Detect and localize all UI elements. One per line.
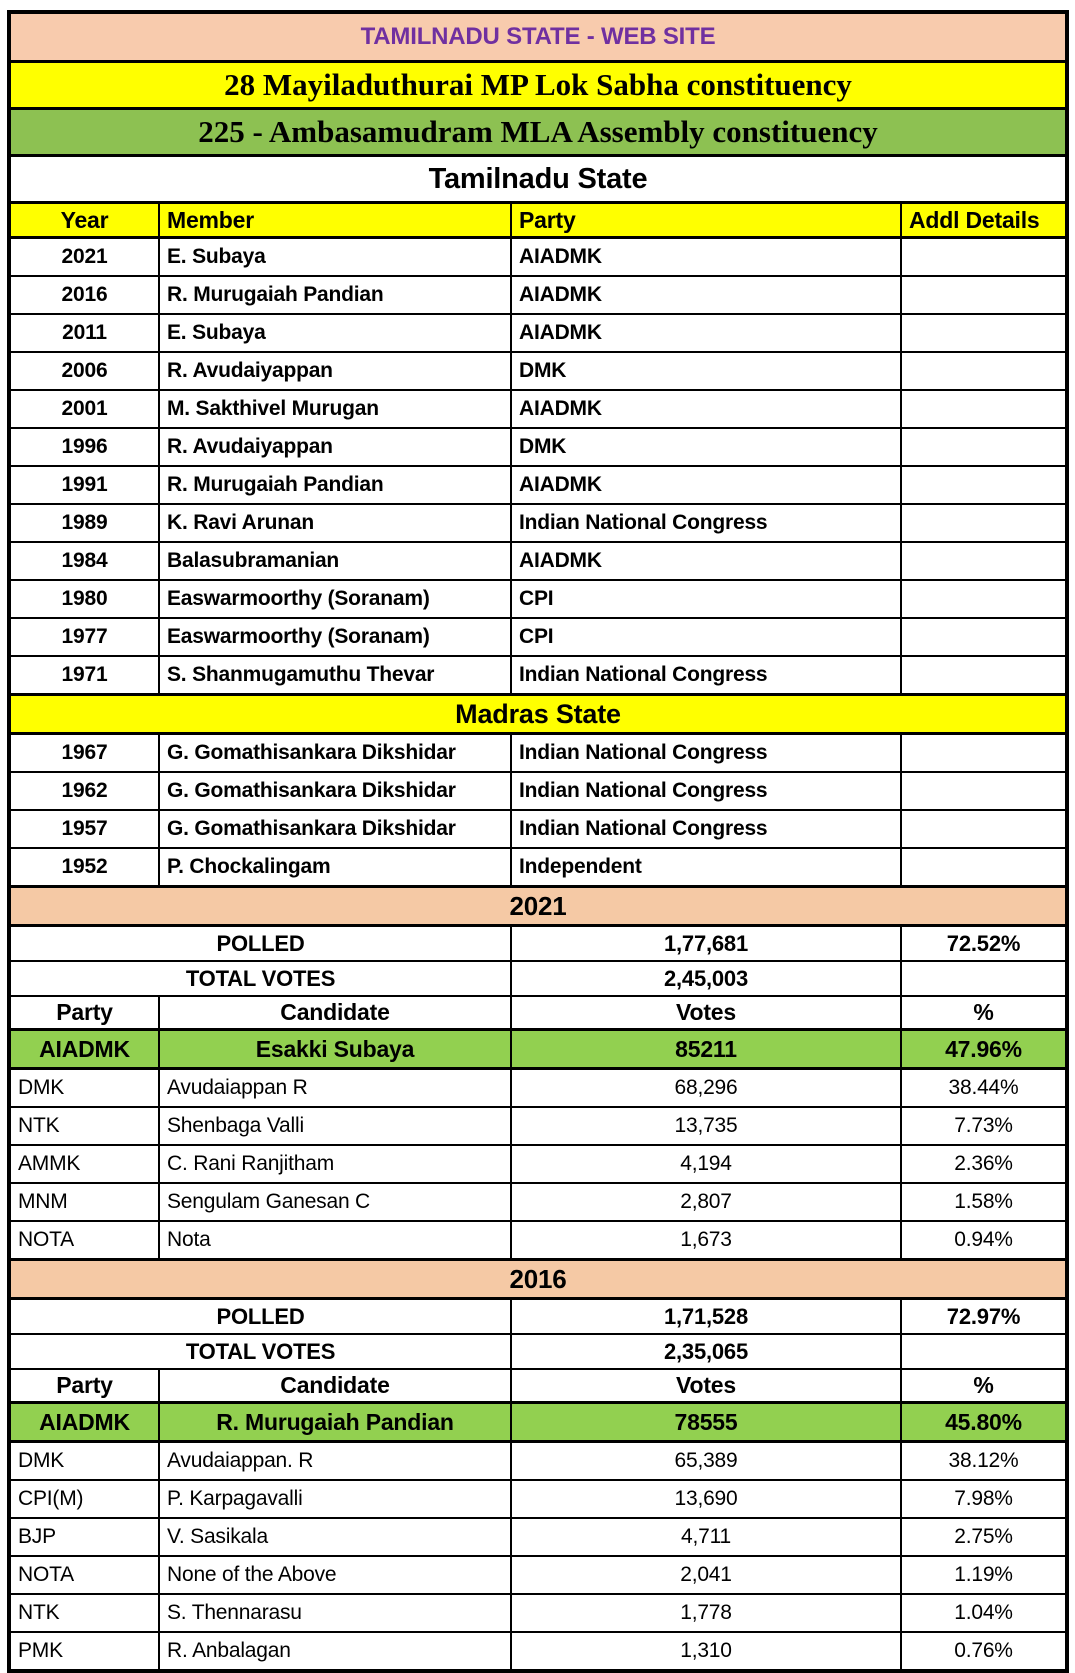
result-row (9, 1069, 1067, 1108)
election-2016-banner (9, 1260, 1067, 1299)
cell: 1,673 (511, 1221, 901, 1260)
madras-state-heading: Madras State (9, 695, 1067, 734)
cell: NTK (9, 1594, 159, 1632)
cell: DMK (511, 428, 901, 466)
total-votes-value: 2,35,065 (511, 1334, 901, 1369)
cell: AMMK (9, 1145, 159, 1183)
cell: Indian National Congress (511, 772, 901, 810)
polled-label: POLLED (9, 926, 511, 962)
result-row (9, 1221, 1067, 1260)
total-votes-label: TOTAL VOTES (9, 1334, 511, 1369)
cell: 7.98% (901, 1480, 1067, 1518)
constituency-table (7, 10, 1069, 1673)
cell: 13,690 (511, 1480, 901, 1518)
cell (901, 314, 1067, 352)
cell: Indian National Congress (511, 734, 901, 773)
member-row (9, 580, 1067, 618)
cell: CPI(M) (9, 1480, 159, 1518)
cell: 2021 (9, 238, 159, 277)
member-row (9, 276, 1067, 314)
total-votes-label: TOTAL VOTES (9, 961, 511, 996)
mp-constituency-banner (9, 62, 1067, 109)
polled-percent: 72.52% (901, 926, 1067, 962)
cell: R. Anbalagan (159, 1632, 511, 1671)
cell (901, 734, 1067, 773)
cell: Indian National Congress (511, 656, 901, 695)
member-row (9, 618, 1067, 656)
cell: 7.73% (901, 1107, 1067, 1145)
members-header-row (9, 203, 1067, 238)
cell: 1967 (9, 734, 159, 773)
cell: Shenbaga Valli (159, 1107, 511, 1145)
cell: AIADMK (511, 390, 901, 428)
polled-percent: 72.97% (901, 1299, 1067, 1335)
cell: NTK (9, 1107, 159, 1145)
header-addl-details: Addl Details (901, 203, 1067, 238)
header-member: Member (159, 203, 511, 238)
cell: 2011 (9, 314, 159, 352)
cell: 1.19% (901, 1556, 1067, 1594)
member-row (9, 428, 1067, 466)
cell: 1980 (9, 580, 159, 618)
polled-label: POLLED (9, 1299, 511, 1335)
constituency-sheet (7, 10, 1069, 1673)
cell: Balasubramanian (159, 542, 511, 580)
cell: PMK (9, 1632, 159, 1671)
results-2016-rows (9, 1442, 1067, 1672)
result-row (9, 1145, 1067, 1183)
winner-row (9, 1403, 1067, 1442)
polled-votes: 1,77,681 (511, 926, 901, 962)
winner-percent: 47.96% (901, 1030, 1067, 1069)
cell: 4,194 (511, 1145, 901, 1183)
cell: Sengulam Ganesan C (159, 1183, 511, 1221)
cell: G. Gomathisankara Dikshidar (159, 772, 511, 810)
winner-percent: 45.80% (901, 1403, 1067, 1442)
cell: DMK (9, 1069, 159, 1108)
cell (901, 542, 1067, 580)
cell: CPI (511, 618, 901, 656)
cell: S. Thennarasu (159, 1594, 511, 1632)
cell: 0.76% (901, 1632, 1067, 1671)
cell: 1977 (9, 618, 159, 656)
cell: 2,041 (511, 1556, 901, 1594)
cell (901, 238, 1067, 277)
cell: 2.75% (901, 1518, 1067, 1556)
cell: Indian National Congress (511, 810, 901, 848)
cell: 1989 (9, 504, 159, 542)
site-title-banner (9, 12, 1067, 62)
cell: 1952 (9, 848, 159, 887)
header-result-candidate: Candidate (159, 1369, 511, 1403)
header-result-party: Party (9, 996, 159, 1030)
winner-row (9, 1030, 1067, 1069)
cell: Avudaiappan. R (159, 1442, 511, 1481)
winner-party: AIADMK (9, 1403, 159, 1442)
cell: V. Sasikala (159, 1518, 511, 1556)
cell: 1971 (9, 656, 159, 695)
results-header-row (9, 1369, 1067, 1403)
cell: 65,389 (511, 1442, 901, 1481)
cell: None of the Above (159, 1556, 511, 1594)
member-row (9, 656, 1067, 695)
mla-constituency-title: 225 - Ambasamudram MLA Assembly constituency (9, 109, 1067, 156)
cell: E. Subaya (159, 314, 511, 352)
cell: 2.36% (901, 1145, 1067, 1183)
cell: 4,711 (511, 1518, 901, 1556)
cell: 38.12% (901, 1442, 1067, 1481)
header-result-party: Party (9, 1369, 159, 1403)
cell: Indian National Congress (511, 504, 901, 542)
cell: 1957 (9, 810, 159, 848)
cell: 1,778 (511, 1594, 901, 1632)
polled-row (9, 1299, 1067, 1335)
cell: AIADMK (511, 238, 901, 277)
cell: K. Ravi Arunan (159, 504, 511, 542)
tamilnadu-members-rows (9, 238, 1067, 695)
cell: NOTA (9, 1221, 159, 1260)
member-row (9, 772, 1067, 810)
cell: E. Subaya (159, 238, 511, 277)
cell: Easwarmoorthy (Soranam) (159, 618, 511, 656)
mp-constituency-title: 28 Mayiladuthurai MP Lok Sabha constituency (9, 62, 1067, 109)
member-row (9, 542, 1067, 580)
cell: AIADMK (511, 276, 901, 314)
cell: P. Karpagavalli (159, 1480, 511, 1518)
cell: NOTA (9, 1556, 159, 1594)
cell (901, 772, 1067, 810)
header-party: Party (511, 203, 901, 238)
cell: 1,310 (511, 1632, 901, 1671)
result-row (9, 1556, 1067, 1594)
total-votes-row (9, 961, 1067, 996)
result-row (9, 1107, 1067, 1145)
cell: MNM (9, 1183, 159, 1221)
cell (901, 656, 1067, 695)
result-row (9, 1183, 1067, 1221)
election-2021-banner (9, 887, 1067, 926)
member-row (9, 810, 1067, 848)
member-row (9, 352, 1067, 390)
site-title: TAMILNADU STATE - WEB SITE (9, 12, 1067, 62)
header-result-candidate: Candidate (159, 996, 511, 1030)
header-result-votes: Votes (511, 1369, 901, 1403)
results-2021-rows (9, 1069, 1067, 1260)
member-row (9, 238, 1067, 277)
cell: 2016 (9, 276, 159, 314)
cell (901, 618, 1067, 656)
header-year: Year (9, 203, 159, 238)
cell: 1962 (9, 772, 159, 810)
cell: 2006 (9, 352, 159, 390)
polled-row (9, 926, 1067, 962)
cell: R. Avudaiyappan (159, 352, 511, 390)
cell: 1996 (9, 428, 159, 466)
state-heading-banner (9, 156, 1067, 203)
cell: Nota (159, 1221, 511, 1260)
cell (901, 580, 1067, 618)
result-row (9, 1632, 1067, 1671)
winner-votes: 85211 (511, 1030, 901, 1069)
madras-state-banner (9, 695, 1067, 734)
cell: 13,735 (511, 1107, 901, 1145)
member-row (9, 504, 1067, 542)
header-result-percent: % (901, 996, 1067, 1030)
cell: G. Gomathisankara Dikshidar (159, 734, 511, 773)
polled-votes: 1,71,528 (511, 1299, 901, 1335)
cell (901, 810, 1067, 848)
cell (901, 276, 1067, 314)
result-row (9, 1442, 1067, 1481)
cell: R. Avudaiyappan (159, 428, 511, 466)
results-header-row (9, 996, 1067, 1030)
cell (901, 428, 1067, 466)
cell: C. Rani Ranjitham (159, 1145, 511, 1183)
cell: M. Sakthivel Murugan (159, 390, 511, 428)
total-votes-percent (901, 1334, 1067, 1369)
cell: G. Gomathisankara Dikshidar (159, 810, 511, 848)
cell (901, 504, 1067, 542)
cell (901, 390, 1067, 428)
result-row (9, 1594, 1067, 1632)
total-votes-value: 2,45,003 (511, 961, 901, 996)
cell: R. Murugaiah Pandian (159, 466, 511, 504)
cell: 38.44% (901, 1069, 1067, 1108)
cell: 1984 (9, 542, 159, 580)
total-votes-row (9, 1334, 1067, 1369)
mla-constituency-banner (9, 109, 1067, 156)
cell: BJP (9, 1518, 159, 1556)
cell: Independent (511, 848, 901, 887)
cell: 0.94% (901, 1221, 1067, 1260)
member-row (9, 734, 1067, 773)
cell: DMK (9, 1442, 159, 1481)
result-row (9, 1480, 1067, 1518)
cell: AIADMK (511, 314, 901, 352)
cell (901, 466, 1067, 504)
cell: DMK (511, 352, 901, 390)
cell (901, 352, 1067, 390)
cell: P. Chockalingam (159, 848, 511, 887)
result-row (9, 1518, 1067, 1556)
member-row (9, 848, 1067, 887)
cell: 1.04% (901, 1594, 1067, 1632)
cell: 1.58% (901, 1183, 1067, 1221)
winner-party: AIADMK (9, 1030, 159, 1069)
member-row (9, 390, 1067, 428)
cell: Easwarmoorthy (Soranam) (159, 580, 511, 618)
header-result-votes: Votes (511, 996, 901, 1030)
election-year-heading: 2016 (9, 1260, 1067, 1299)
cell: AIADMK (511, 466, 901, 504)
cell: 2001 (9, 390, 159, 428)
cell: 2,807 (511, 1183, 901, 1221)
member-row (9, 314, 1067, 352)
cell: 1991 (9, 466, 159, 504)
winner-candidate: R. Murugaiah Pandian (159, 1403, 511, 1442)
total-votes-percent (901, 961, 1067, 996)
winner-votes: 78555 (511, 1403, 901, 1442)
member-row (9, 466, 1067, 504)
election-year-heading: 2021 (9, 887, 1067, 926)
header-result-percent: % (901, 1369, 1067, 1403)
state-heading: Tamilnadu State (9, 156, 1067, 203)
cell (901, 848, 1067, 887)
cell: AIADMK (511, 542, 901, 580)
cell: CPI (511, 580, 901, 618)
cell: Avudaiappan R (159, 1069, 511, 1108)
cell: S. Shanmugamuthu Thevar (159, 656, 511, 695)
cell: R. Murugaiah Pandian (159, 276, 511, 314)
cell: 68,296 (511, 1069, 901, 1108)
madras-members-rows (9, 734, 1067, 887)
winner-candidate: Esakki Subaya (159, 1030, 511, 1069)
